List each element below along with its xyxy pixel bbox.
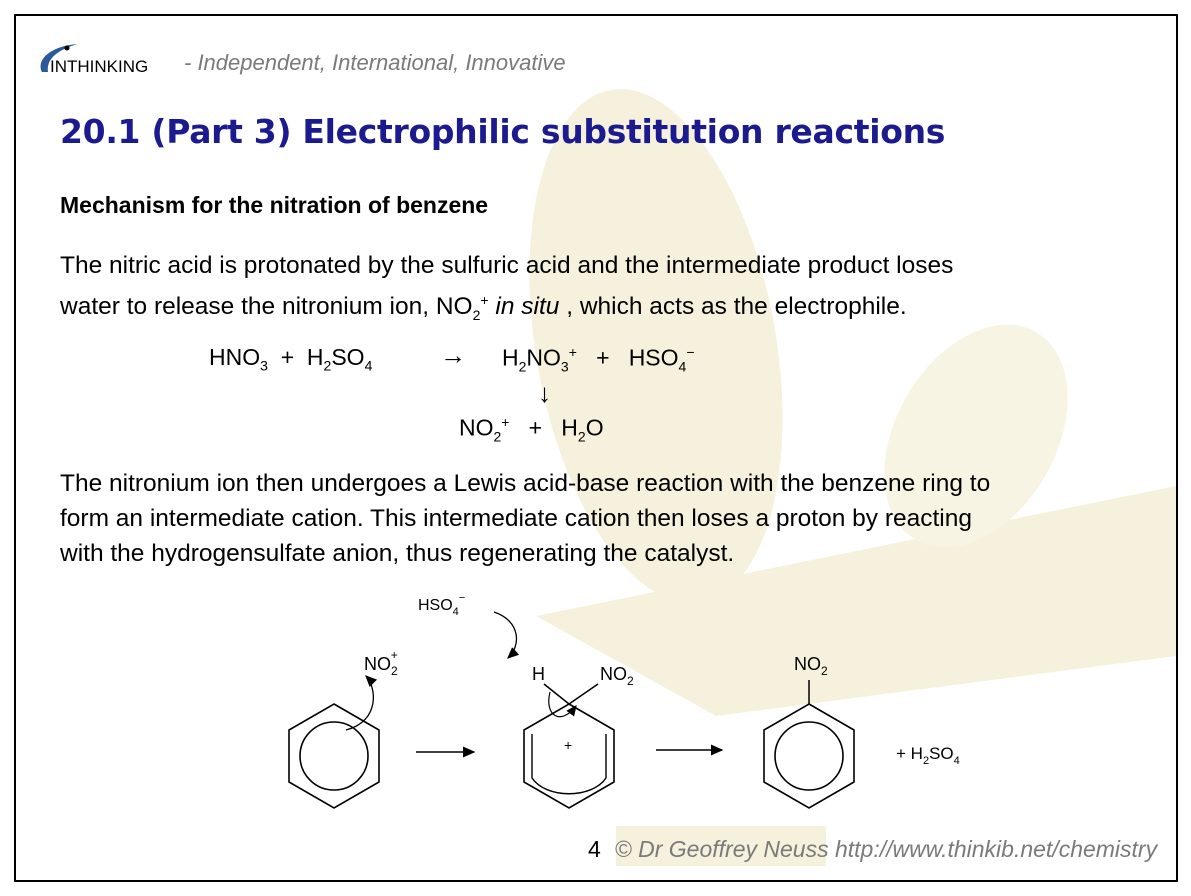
nitro-label-intermediate: $NO_2$ [600, 664, 634, 688]
equation-products: $H_2NO_3^+$ + $HSO_4^-$ [502, 344, 695, 375]
paragraph-2 [60, 466, 1150, 571]
nitro-label-product: $NO_2$ [794, 654, 828, 678]
equation-reactants: $HNO_3 + H_2SO_4$ [209, 344, 373, 374]
paragraph-2-line-3: with the hydrogensulfate anion, thus regenerating the catalyst. [60, 540, 735, 567]
paragraph-2-line-1: The nitronium ion then undergoes a Lewis acid-base reaction with the benzene ring to [60, 470, 991, 497]
equation-arrow: → [440, 340, 466, 370]
slide [14, 14, 1178, 882]
hydrogen-label: H [532, 664, 545, 684]
tagline: - Independent, International, Innovative [184, 50, 566, 75]
credit-text: © Dr Geoffrey Neuss http://www.thinkib.net/chemistry [614, 836, 1158, 862]
positive-charge: + [564, 737, 573, 753]
header [34, 42, 566, 78]
paragraph-1-line-1: The nitric acid is protonated by the sulfuric acid and the intermediate product loses [60, 252, 954, 279]
equation-nitronium: $NO_2^+$ + $H_2O$ [459, 414, 604, 445]
sulfuric-acid-product: + $H_2SO_4$ [896, 744, 960, 767]
footer [588, 836, 1157, 863]
hydrogensulfate-label: $HSO_4^-$ [418, 592, 466, 618]
slide-title: 20.1 (Part 3) Electrophilic substitution reactions [60, 112, 946, 151]
nitronium-label: $NO_2+$ [364, 648, 398, 678]
inthinking-logo [34, 42, 180, 78]
section-subtitle: Mechanism for the nitration of benzene [60, 192, 489, 218]
page-number: 4 [588, 836, 601, 862]
paragraph-1 [60, 248, 1150, 333]
svg-text:INTHINKING: INTHINKING [50, 57, 149, 76]
equation-down-arrow: ↓ [538, 378, 551, 408]
paragraph-2-line-2: form an intermediate cation. This intermediate cation then loses a proton by reacting [60, 505, 972, 532]
paragraph-1-line-2: water to release the nitronium ion, $NO_2^+$ in situ , which acts as the electrophile. [60, 292, 907, 324]
